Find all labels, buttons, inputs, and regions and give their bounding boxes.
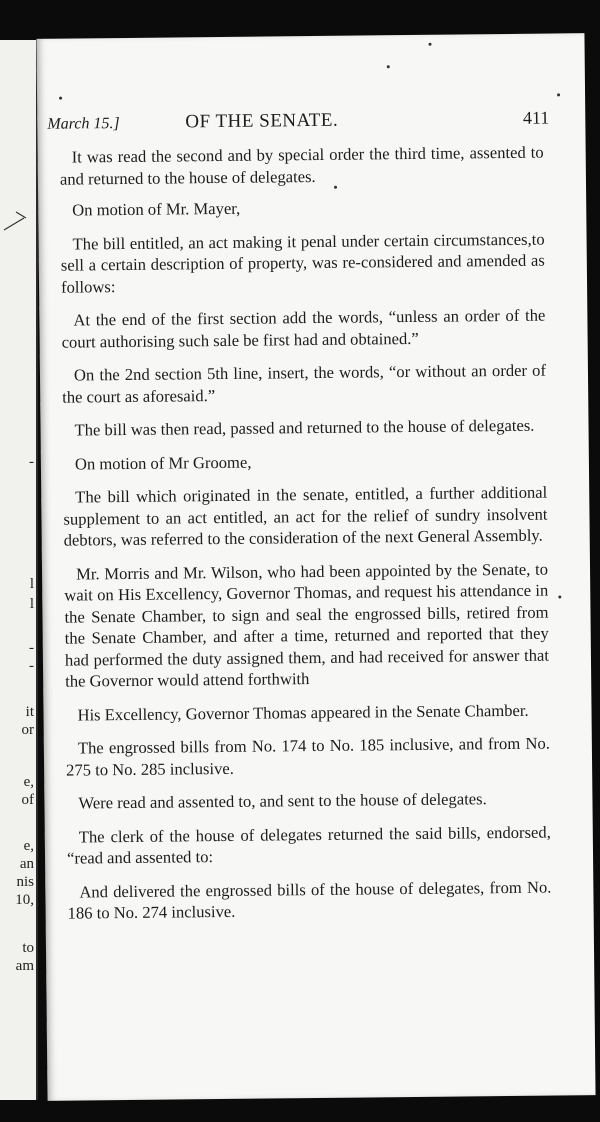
paragraph: The bill was then read, passed and returned to the house of delegates. <box>74 415 535 440</box>
running-head-title: OF THE SENATE. <box>185 109 339 133</box>
running-head-date: March 15.] <box>47 115 120 133</box>
page-number: 411 <box>522 107 550 128</box>
motion-heading: On motion of Mr Groome, <box>74 452 252 474</box>
paragraph: On the 2nd section 5th line, insert, the words, “or without an order of the court as aforesaid.” <box>62 360 547 407</box>
facing-page-fragment: l <box>29 596 34 612</box>
paragraph: Mr. Morris and Mr. Wilson, who had been appointed by the Senate, to wait on His Excellency, Governor Thomas, and request his attendance in the Senate Chamber, to sign and seal the engrossed bills, retired from the Senate Chamber, and after a time, returned and reported that they had performed the duty assigned them, and had received for answer that the Governor would attend forthwith <box>64 559 550 691</box>
running-head <box>47 108 549 141</box>
facing-page-fragment: 10, <box>15 892 34 908</box>
paragraph: The bill which originated in the senate, entitled, a further additional supplement to an act entitled, an act for the relief of sundry insolvent debtors, was referred to the consideration of the next General Assembly. <box>63 482 548 550</box>
foxing-speck <box>387 65 390 68</box>
facing-page-edge <box>0 40 38 1100</box>
facing-page-fragment: to <box>22 940 34 956</box>
paragraph: And delivered the engrossed bills of the house of delegates, from No. 186 to No. 274 inclusive. <box>67 877 552 923</box>
facing-page-fragment: - <box>29 640 34 656</box>
foxing-speck <box>557 93 560 96</box>
paragraph: It was read the second and by special order the third time, assented to and returned to the house of delegates. <box>59 142 544 189</box>
book-page <box>36 33 595 1101</box>
paragraph: The clerk of the house of delegates returned the said bills, endorsed, “read and assented to: <box>66 822 551 868</box>
facing-page-fragment: an <box>19 856 34 872</box>
facing-page-fragment: of <box>21 792 34 808</box>
foxing-speck <box>429 43 432 46</box>
facing-page-fragment: - <box>29 454 34 470</box>
paragraph: The engrossed bills from No. 174 to No. 185 inclusive, and from No. 275 to No. 285 inclusive. <box>66 733 550 780</box>
facing-page-fragment: - <box>29 658 34 674</box>
paragraph: Were read and assented to, and sent to the house of delegates. <box>78 789 487 813</box>
paragraph: The bill entitled, an act making it penal under certain circumstances,to sell a certain description of property, was re-considered and amended as follows: <box>60 229 545 297</box>
facing-page-fragment: l <box>29 576 34 592</box>
facing-page-fragment: or <box>21 722 34 738</box>
facing-page-fragment: it <box>25 704 34 720</box>
facing-page-fragment: am <box>15 958 34 974</box>
foxing-speck <box>59 97 62 100</box>
foxing-speck <box>558 595 561 598</box>
facing-page-fragment: e, <box>23 774 34 790</box>
motion-heading: On motion of Mr. Mayer, <box>72 198 241 220</box>
pencil-stroke-mark <box>2 200 32 240</box>
facing-page-fragment: nis <box>16 874 34 890</box>
paragraph: At the end of the first section add the words, “unless an order of the court authorising such sale be first had and obtained.” <box>61 305 546 352</box>
facing-page-fragment: e, <box>23 838 34 854</box>
paragraph: His Excellency, Governor Thomas appeared in the Senate Chamber. <box>77 700 529 725</box>
page-body <box>60 142 552 937</box>
